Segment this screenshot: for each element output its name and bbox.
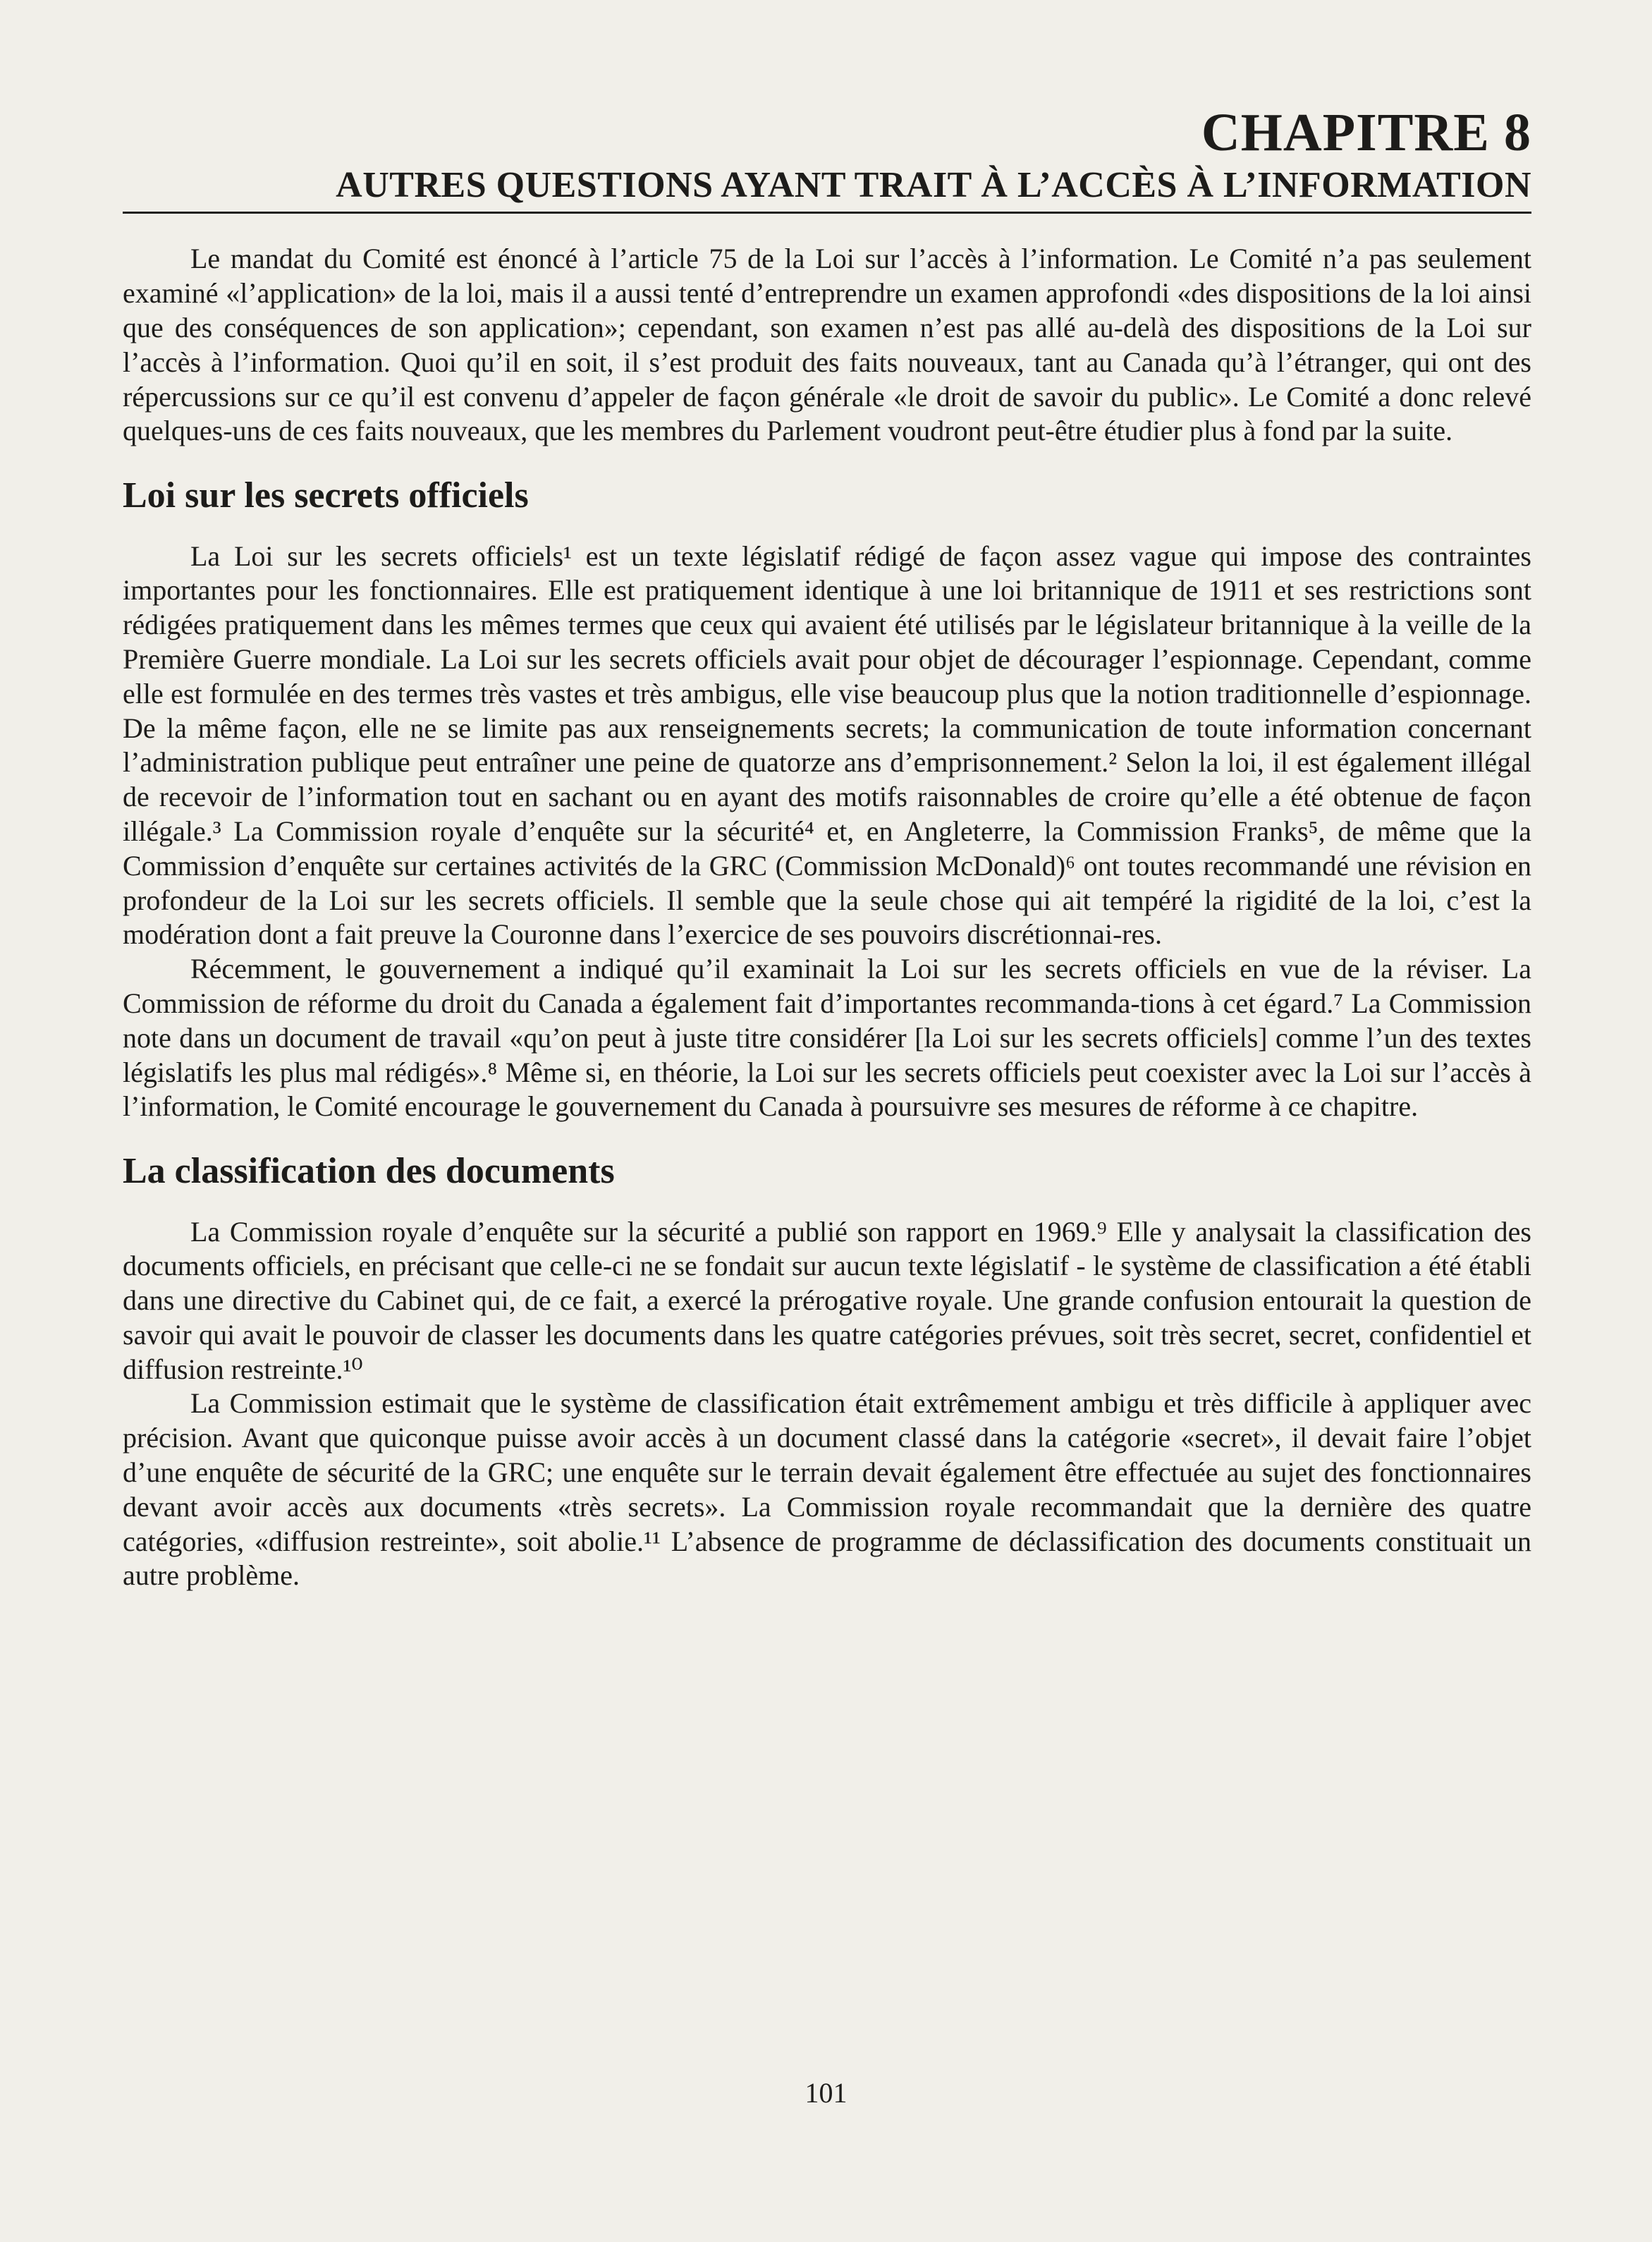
document-page (123, 103, 1531, 1593)
page-number: 101 (804, 2077, 848, 2109)
chapter-title: AUTRES QUESTIONS AYANT TRAIT À L’ACCÈS À L’INFORMATION (336, 165, 1531, 205)
section-heading-classification: La classification des documents (123, 1151, 615, 1192)
paragraph-secrets-2: Récemment, le gouvernement a indiqué qu’il examinait la Loi sur les secrets officiels en vue de la réviser. La Commission de réforme du droit du Canada a également fait d’importantes recommanda-tions à cet égard.⁷ La Commission note dans un document de travail «qu’on peut à juste titre considérer [la Loi sur les secrets officiels] comme l’un des textes législatifs les plus mal rédigés».⁸ Même si, en théorie, la Loi sur les secrets officiels peut coexister avec la Loi sur l’accès à l’information, le Comité encourage le gouvernement du Canada à poursuivre ses mesures de réforme à ce chapitre. (123, 953, 1531, 1123)
intro-paragraph: Le mandat du Comité est énoncé à l’article 75 de la Loi sur l’accès à l’information. Le Comité n’a pas seulement examiné «l’application» de la loi, mais il a aussi tenté d’entreprendre un examen approfondi «des dispositions de la loi ainsi que des conséquences de son application»; cependant, son examen n’est pas allé au-delà des dispositions de la Loi sur l’accès à l’information. Quoi qu’il en soit, il s’est produit des faits nouveaux, tant au Canada qu’à l’étranger, qui ont des répercussions sur ce qu’il est convenu d’appeler de façon générale «le droit de savoir du public». Le Comité a donc relevé quelques-uns de ces faits nouveaux, que les membres du Parlement voudront peut-être étudier plus à fond par la suite. (123, 243, 1531, 447)
paragraph-secrets-1: La Loi sur les secrets officiels¹ est un texte législatif rédigé de façon assez vague qui impose des contraintes importantes pour les fonctionnaires. Elle est pratiquement identique à une loi britannique de 1911 et ses restrictions sont rédigées pratiquement dans les mêmes termes que ceux qui avaient été utilisés par le législateur britannique à la veille de la Première Guerre mondiale. La Loi sur les secrets officiels avait pour objet de décourager l’espionnage. Cependant, comme elle est formulée en des termes très vastes et très ambigus, elle vise beaucoup plus que la notion traditionnelle d’espionnage. De la même façon, elle ne se limite pas aux renseignements secrets; la communication de toute information concernant l’administration publique peut entraîner une peine de quatorze ans d’emprisonnement.² Selon la loi, il est également illégal de recevoir de l’information tout en sachant ou en ayant des motifs raisonnables de croire qu’elle a été obtenue de façon illégale.³ La Commission royale d’enquête sur la sécurité⁴ et, en Angleterre, la Commission Franks⁵, de même que la Commission d’enquête sur certaines activités de la GRC (Commission McDonald)⁶ ont toutes recommandé une révision en profondeur de la Loi sur les secrets officiels. Il semble que la seule chose qui ait tempéré la rigidité de la loi, c’est la modération dont a fait preuve la Couronne dans l’exercice de ses pouvoirs discrétionnai-res. (123, 540, 1531, 951)
chapter-number: CHAPITRE 8 (1201, 103, 1531, 162)
paragraph-classification-2: La Commission estimait que le système de classification était extrêmement ambigu et très difficile à appliquer avec précision. Avant que quiconque puisse avoir accès à un document classé dans la catégorie «secret», il devait faire l’objet d’une enquête de sécurité de la GRC; une enquête sur le terrain devait également être effectuée au sujet des fonctionnaires devant avoir accès aux documents «très secrets». La Commission royale recommandait que la dernière des quatre catégories, «diffusion restreinte», soit abolie.¹¹ L’absence de programme de déclassification des documents constituait un autre problème. (123, 1387, 1531, 1592)
paragraph-classification-1: La Commission royale d’enquête sur la sécurité a publié son rapport en 1969.⁹ Elle y analysait la classification des documents officiels, en précisant que celle-ci ne se fondait sur aucun texte législatif - le système de classification a été établi dans une directive du Cabinet qui, de ce fait, a exercé la prérogative royale. Une grande confusion entourait la question de savoir qui avait le pouvoir de classer les documents dans les quatre catégories prévues, soit très secret, secret, confidentiel et diffusion restreinte.¹⁰ (123, 1215, 1531, 1385)
section-heading-secrets-officiels: Loi sur les secrets officiels (123, 475, 529, 516)
title-rule (123, 212, 1531, 214)
